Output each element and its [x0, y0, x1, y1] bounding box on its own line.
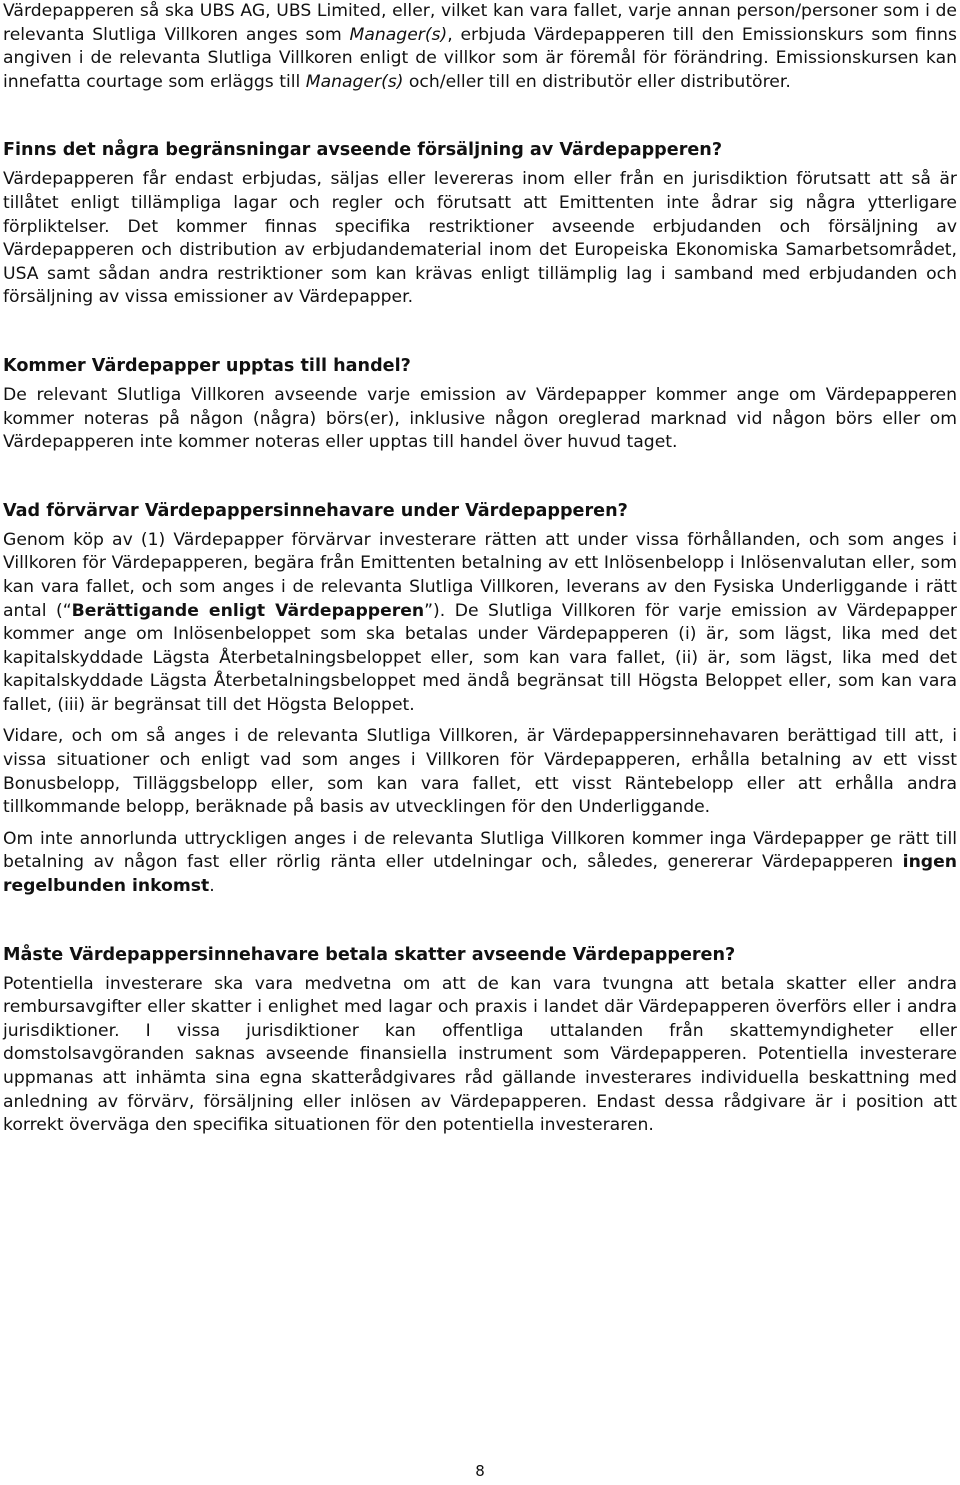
text-run: och/eller till en distributör eller distributörer. [403, 71, 791, 92]
paragraph-sales-restrictions [3, 168, 957, 310]
text-run: ”). De Slutliga Villkoren för varje emission av Värdepapper kommer ange om Inlösenbeloppet som ska betalas under Värdepapperen (i) är, som lägst, lika med det kapitalskyddade Lägsta Återbetalningsbeloppet eller, som kan vara fallet, (ii) är, som lägst, lika med det kapitalskyddade Lägsta Återbetalningsbeloppet med ändå begränsat till Högsta Beloppet eller, som kan vara fallet, (iii) är begränsat till det Högsta Beloppet. [3, 600, 957, 715]
paragraph-taxes [3, 973, 957, 1138]
paragraph-holder-rights-1 [3, 529, 957, 718]
text-run: Potentiella investerare ska vara medvetna om att de kan vara tvungna att betala skatter eller andra rembursavgifter eller skatter i enlighet med lagar och praxis i landet där Värdepapperen överförs eller i andra jurisdiktioner. I vissa jurisdiktioner kan offentliga uttalanden från skattemyndigheter eller domstolsavgöranden saknas avseende finansiella instrument som Värdepapperen. Potentiella investerare uppmanas att inhämta sina egna skatterådgivares råd gällande investerares individuella beskattning med anledning av förvärv, försäljning eller inlösen av Värdepapperen. Endast dessa rådgivare är i position att korrekt överväga den specifika situationen för den potentiella investeraren. [3, 973, 957, 1136]
text-run: Vidare, och om så anges i de relevanta Slutliga Villkoren, är Värdepappersinnehavaren berättigad till att, i vissa situationer och enligt vad som anges i Villkoren för Värdepapperen, erhålla betalning av ett visst Bonusbelopp, Tilläggsbelopp eller, som kan vara fallet, ett visst Räntebelopp eller att erhålla andra tillkommande belopp, beräknade på basis av utvecklingen för den Underliggande. [3, 726, 957, 818]
paragraph-holder-rights-2 [3, 725, 957, 819]
paragraph-admission-to-trading [3, 384, 957, 455]
italic-term: Manager(s) [305, 71, 404, 92]
paragraph-holder-rights-3 [3, 828, 957, 899]
text-run: Värdepapperen får endast erbjudas, säljas eller levereras inom eller från en jurisdiktion förutsatt att så är tillåtet enligt tillämpliga lagar och regler och förutsatt att Emittenten inte ådrar sig några ytterligare förpliktelser. Det kommer finnas specifika restriktioner avseende erbjudanden och försäljning av Värdepapperen och distribution av erbjudandematerial inom det Europeiska Ekonomiska Samarbetsområdet, USA samt sådan andra restriktioner som kan krävas enligt tillämplig lag i samband med erbjudanden och försäljning av vissa emissioner av Värdepapper. [3, 169, 957, 308]
heading-taxes: Måste Värdepappersinnehavare betala skatter avseende Värdepapperen? [3, 944, 736, 965]
text-run: Om inte annorlunda uttryckligen anges i de relevanta Slutliga Villkoren kommer inga Värdepapper ge rätt till betalning av någon fast eller rörlig ränta eller utdelningar och, således, genererar Värdepapperen [3, 828, 957, 873]
heading-admission-to-trading: Kommer Värdepapper upptas till handel? [3, 355, 411, 376]
text-run: De relevant Slutliga Villkoren avseende varje emission av Värdepapper kommer ange om Värdepapperen kommer noteras på någon (några) börs(er), inklusive någon oreglerad marknad vid någon börs eller om Värdepapperen inte kommer noteras eller upptas till handel över huvud taget. [3, 384, 957, 453]
document-page [3, 0, 957, 1138]
text-run: Värdepapperen så ska UBS AG, UBS Limited, eller, vilket kan vara fallet, varje annan person/personer som i de relevanta Slutliga Villkoren anges som [3, 1, 957, 45]
bold-emphasis: Berättigande enligt Värdepapperen [71, 600, 425, 621]
page-number: 8 [475, 1462, 485, 1480]
intro-paragraph [3, 0, 957, 94]
bold-emphasis: ingen regelbunden inkomst [3, 852, 957, 897]
text-run: . [209, 876, 215, 897]
italic-term: Manager(s) [349, 24, 448, 45]
heading-sales-restrictions: Finns det några begränsningar avseende försäljning av Värdepapperen? [3, 140, 723, 161]
heading-holder-rights: Vad förvärvar Värdepappersinnehavare under Värdepapperen? [3, 500, 628, 521]
text-run: Genom köp av (1) Värdepapper förvärvar investerare rätten att under vissa förhållanden, och som anges i Villkoren för Värdepapperen, begära från Emittenten betalning av ett Inlösenbelopp i Inlösenvalutan eller, som kan vara fallet, och som anges i de relevanta Slutliga Villkoren, leverans av den Fysiska Underliggande i rätt antal (“ [3, 529, 957, 621]
text-run: , erbjuda Värdepapperen till den Emissionskurs som finns angiven i de relevanta Slutliga Villkoren enligt de villkor som är föremål för förändring. Emissionskursen kan innefatta courtage som erläggs till [3, 24, 957, 92]
